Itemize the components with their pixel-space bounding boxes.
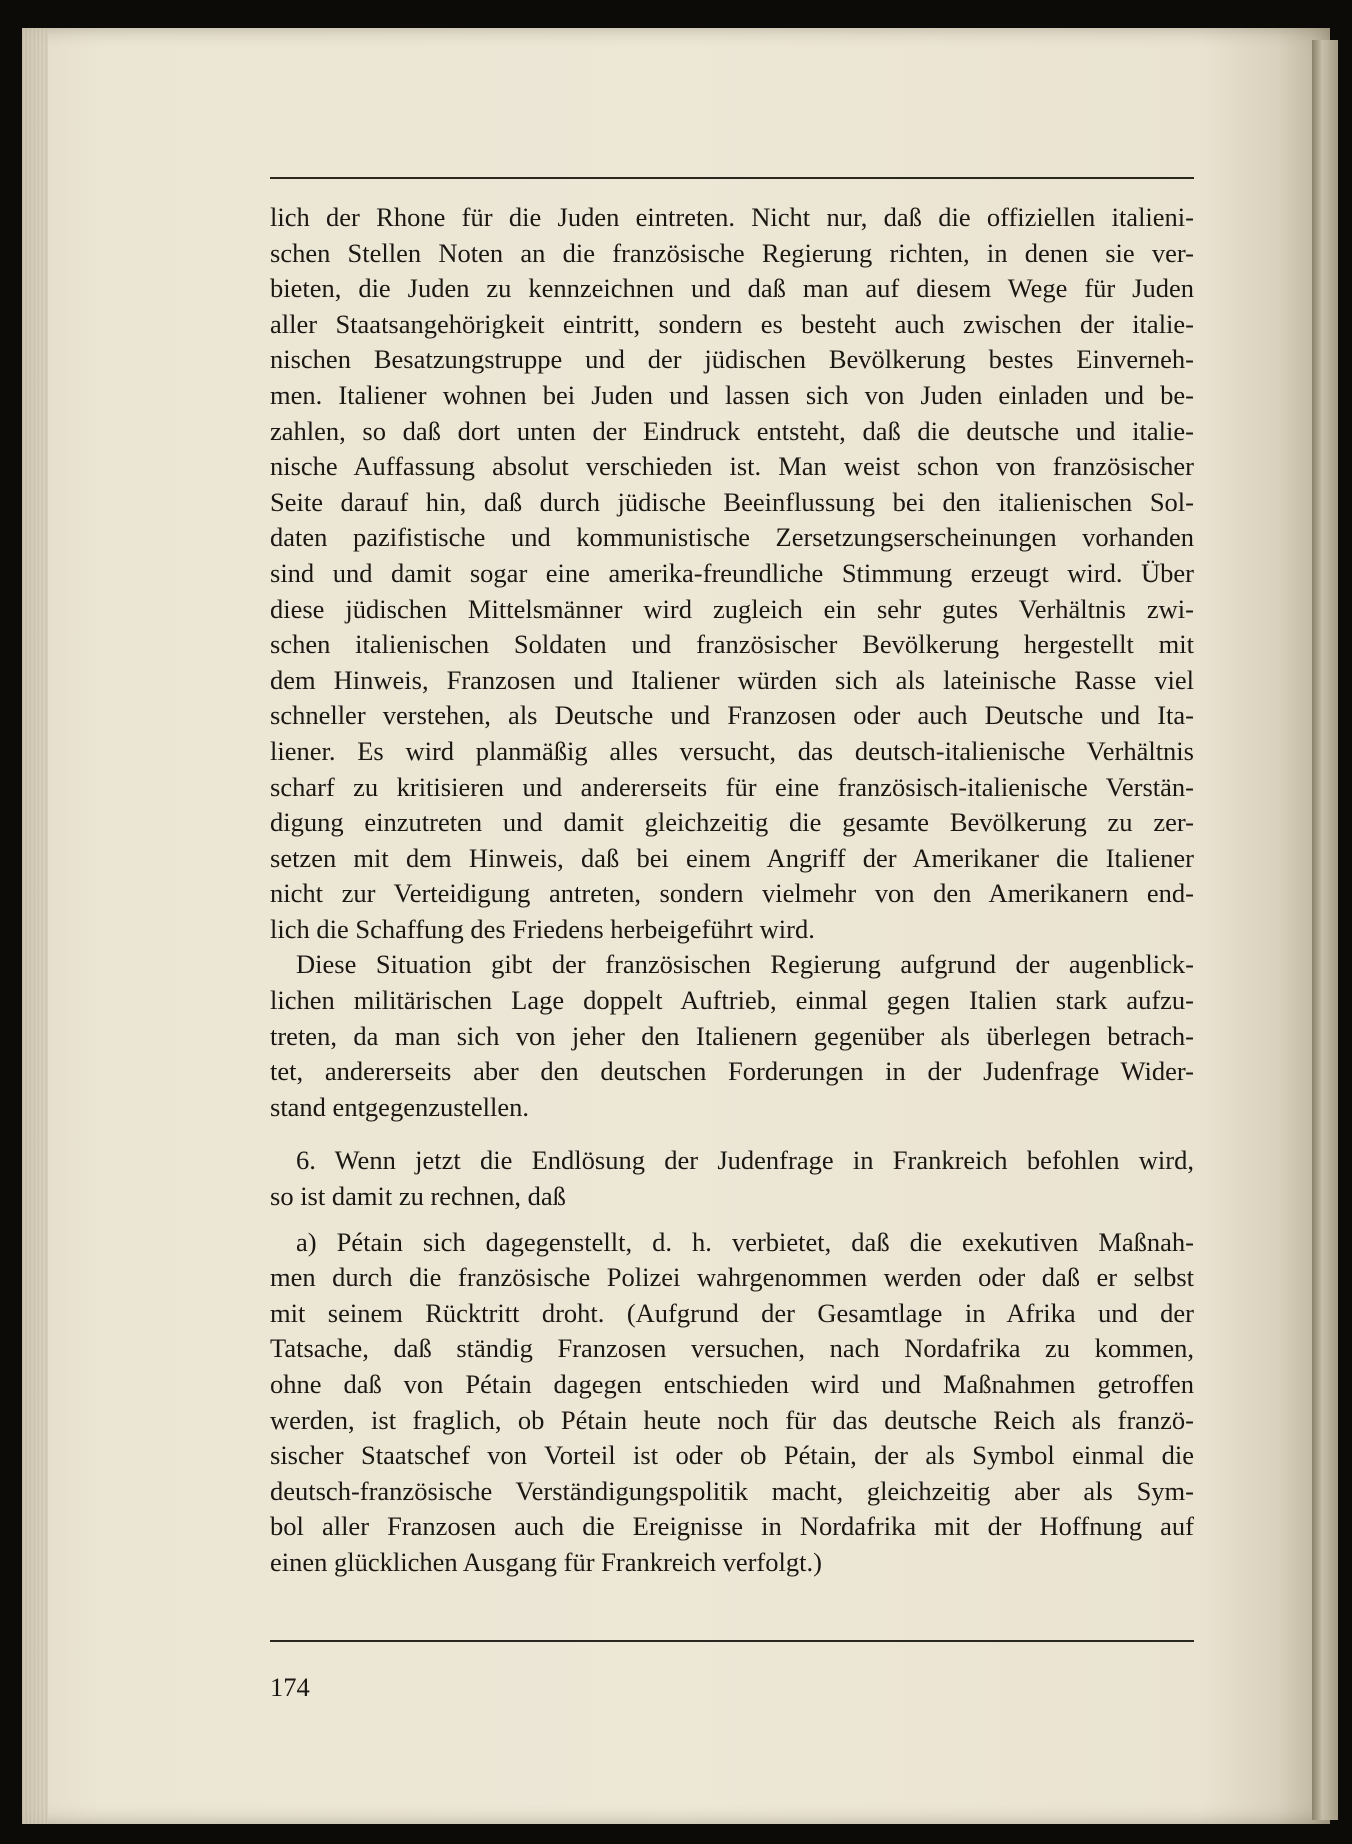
text-line: sischer Staatschef von Vorteil ist oder ob Pétain, der als Symbol einmal die bbox=[270, 1440, 1194, 1471]
text-line: tet, andererseits aber den deutschen Forderungen in der Judenfrage Wider- bbox=[270, 1056, 1194, 1087]
text-line: sind und damit sogar eine amerika-freundliche Stimmung erzeugt wird. Über bbox=[270, 557, 1194, 588]
text-line: bol aller Franzosen auch die Ereignisse in Nordafrika mit der Hoffnung auf bbox=[270, 1511, 1194, 1542]
text-line: men. Italiener wohnen bei Juden und lassen sich von Juden einladen und be- bbox=[270, 379, 1194, 410]
text-line: Diese Situation gibt der französischen Regierung aufgrund der augenblick- bbox=[296, 949, 1194, 980]
body-text bbox=[270, 200, 1194, 1581]
text-line: so ist damit zu rechnen, daß bbox=[270, 1181, 566, 1212]
text-line: schen Stellen Noten an die französische Regierung richten, in denen sie ver- bbox=[270, 237, 1194, 268]
paragraph-3 bbox=[270, 1143, 1194, 1214]
text-line: nische Auffassung absolut verschieden ist. Man weist schon von französischer bbox=[270, 451, 1194, 482]
text-line: lichen militärischen Lage doppelt Auftrieb, einmal gegen Italien stark aufzu- bbox=[270, 985, 1194, 1016]
paragraph-4 bbox=[270, 1225, 1194, 1581]
text-line: mit seinem Rücktritt droht. (Aufgrund der Gesamtlage in Afrika und der bbox=[270, 1297, 1194, 1328]
text-line: stand entgegenzustellen. bbox=[270, 1091, 530, 1122]
paragraph-1 bbox=[270, 200, 1194, 947]
text-line: digung einzutreten und damit gleichzeitig die gesamte Bevölkerung zu zer- bbox=[270, 807, 1194, 838]
page-number: 174 bbox=[270, 1672, 310, 1702]
text-line: men durch die französische Polizei wahrgenommen werden oder daß er selbst bbox=[270, 1262, 1194, 1293]
text-line: nischen Besatzungstruppe und der jüdischen Bevölkerung bestes Einverneh- bbox=[270, 344, 1194, 375]
text-line: setzen mit dem Hinweis, daß bei einem Angriff der Amerikaner die Italiener bbox=[270, 842, 1194, 873]
text-line: zahlen, so daß dort unten der Eindruck entsteht, daß die deutsche und italie- bbox=[270, 415, 1194, 446]
text-line: werden, ist fraglich, ob Pétain heute noch für das deutsche Reich als franzö- bbox=[270, 1404, 1194, 1435]
text-line: lich der Rhone für die Juden eintreten. Nicht nur, daß die offiziellen italieni- bbox=[270, 202, 1194, 232]
text-line: daten pazifistische und kommunistische Zersetzungserscheinungen vorhanden bbox=[270, 522, 1194, 553]
text-line: diese jüdischen Mittelsmänner wird zugleich ein sehr gutes Verhältnis zwi- bbox=[270, 593, 1194, 624]
text-line: einen glücklichen Ausgang für Frankreich verfolgt.) bbox=[270, 1546, 822, 1577]
top-rule bbox=[270, 177, 1194, 179]
text-line: lich die Schaffung des Friedens herbeigeführt wird. bbox=[270, 913, 815, 944]
text-line: aller Staatsangehörigkeit eintritt, sondern es besteht auch zwischen der italie- bbox=[270, 308, 1194, 339]
paragraph-2 bbox=[270, 947, 1194, 1125]
text-line: scharf zu kritisieren und andererseits für eine französisch-italienische Verstän- bbox=[270, 771, 1194, 802]
text-line: liener. Es wird planmäßig alles versucht, das deutsch-italienische Verhältnis bbox=[270, 735, 1194, 766]
text-line: deutsch-französische Verständigungspolitik macht, gleichzeitig aber als Sym- bbox=[270, 1475, 1194, 1506]
book-gutter bbox=[1312, 40, 1338, 1820]
text-line: ohne daß von Pétain dagegen entschieden wird und Maßnahmen getroffen bbox=[270, 1369, 1194, 1399]
text-line: schen italienischen Soldaten und französischer Bevölkerung hergestellt mit bbox=[270, 629, 1194, 660]
text-line: Tatsache, daß ständig Franzosen versuchen, nach Nordafrika zu kommen, bbox=[270, 1333, 1194, 1364]
text-line: 6. Wenn jetzt die Endlösung der Judenfrage in Frankreich befohlen wird, bbox=[296, 1145, 1194, 1176]
paragraph-gap bbox=[270, 1215, 1194, 1225]
text-line: Seite darauf hin, daß durch jüdische Beeinflussung bei den italienischen Sol- bbox=[270, 486, 1194, 517]
bottom-rule bbox=[270, 1640, 1194, 1642]
paragraph-gap bbox=[270, 1125, 1194, 1143]
text-line: dem Hinweis, Franzosen und Italiener würden sich als lateinische Rasse viel bbox=[270, 664, 1194, 695]
text-line: bieten, die Juden zu kennzeichnen und daß man auf diesem Wege für Juden bbox=[270, 273, 1194, 304]
text-line: schneller verstehen, als Deutsche und Franzosen oder auch Deutsche und Ita- bbox=[270, 700, 1194, 731]
text-line: treten, da man sich von jeher den Italienern gegenüber als überlegen betrach- bbox=[270, 1020, 1194, 1051]
text-line: a) Pétain sich dagegenstellt, d. h. verbietet, daß die exekutiven Maßnah- bbox=[296, 1226, 1194, 1257]
text-line: nicht zur Verteidigung antreten, sondern vielmehr von den Amerikanern end- bbox=[270, 878, 1194, 909]
page-edge-stack bbox=[22, 28, 48, 1824]
